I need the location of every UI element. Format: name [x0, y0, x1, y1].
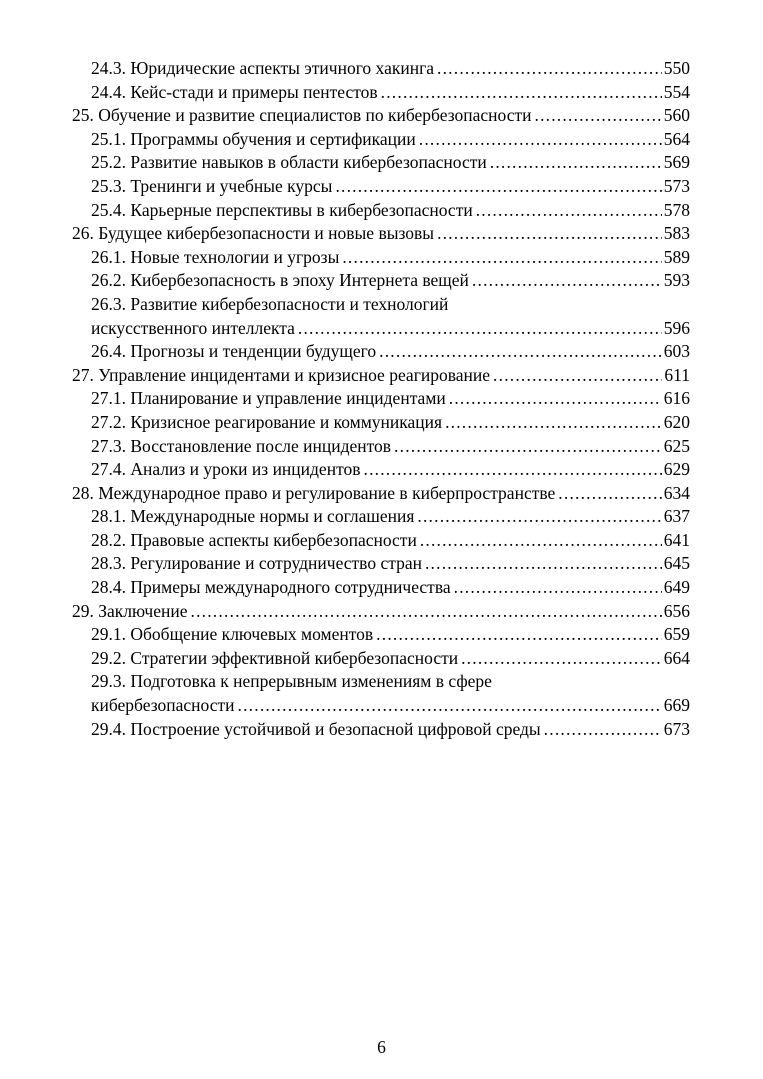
toc-entry-title: 25. Обучение и развитие специалистов по кибербезопасности: [72, 105, 532, 126]
toc-entry-page: 656: [663, 600, 690, 621]
toc-entry-title: 28. Международное право и регулирование в киберпространстве: [72, 482, 556, 503]
toc-section-entry[interactable]: [72, 175, 690, 199]
toc-entry-title: 27.1. Планирование и управление инцидентами: [91, 388, 446, 409]
toc-entry-page: 625: [663, 435, 690, 456]
table-of-contents: [72, 57, 690, 741]
toc-section-entry[interactable]: [72, 199, 690, 223]
dot-leader: [437, 57, 662, 81]
toc-entry-page: 620: [663, 411, 690, 432]
toc-section-entry[interactable]: [72, 529, 690, 553]
toc-entry-page: 560: [663, 105, 690, 126]
toc-entry-page: 641: [663, 529, 690, 550]
toc-section-entry[interactable]: [72, 647, 690, 671]
toc-entry-page: 603: [663, 341, 690, 362]
dot-leader: [417, 505, 661, 529]
toc-entry-title-first-line: 29.3. Подготовка к непрерывным изменениям в сфере: [91, 671, 492, 692]
toc-entry-title: 24.3. Юридические аспекты этичного хакинга: [91, 58, 435, 78]
toc-section-entry[interactable]: [72, 670, 690, 717]
dot-leader: [379, 340, 662, 364]
toc-section-entry[interactable]: [72, 411, 690, 435]
toc-entry-page: 673: [663, 718, 690, 739]
toc-entry-title: 27. Управление инцидентами и кризисное реагирование: [72, 364, 491, 385]
dot-leader: [364, 458, 662, 482]
toc-section-entry[interactable]: [72, 81, 690, 105]
toc-section-entry[interactable]: [72, 552, 690, 576]
toc-entry-title: искусственного интеллекта: [91, 317, 295, 338]
dot-leader: [535, 104, 662, 128]
toc-section-entry[interactable]: [72, 340, 690, 364]
dot-leader: [472, 269, 662, 293]
toc-entry-title: 26.2. Кибербезопасность в эпоху Интернета вещей: [91, 270, 469, 291]
dot-leader: [425, 552, 662, 576]
toc-entry-page: 578: [663, 199, 690, 220]
dot-leader: [420, 529, 662, 553]
toc-entry-title: 26. Будущее кибербезопасности и новые вызовы: [72, 223, 435, 244]
toc-entry-page: 550: [663, 58, 690, 78]
dot-leader: [558, 482, 661, 506]
dot-leader: [342, 246, 661, 270]
toc-entry-page: 634: [663, 482, 690, 503]
dot-leader: [461, 647, 662, 671]
page-number: 6: [377, 1037, 386, 1057]
toc-entry-page: 645: [663, 553, 690, 574]
toc-entry-page: 593: [663, 270, 690, 291]
toc-entry-page: 637: [663, 506, 690, 527]
toc-entry-page: 573: [663, 175, 690, 196]
toc-section-entry[interactable]: [72, 293, 690, 340]
toc-chapter-entry[interactable]: [72, 482, 690, 506]
toc-section-entry[interactable]: [72, 435, 690, 459]
toc-section-entry[interactable]: [72, 151, 690, 175]
toc-entry-page: 583: [663, 223, 690, 244]
toc-entry-title: 28.3. Регулирование и сотрудничество стран: [91, 553, 422, 574]
toc-entry-title: 28.4. Примеры международного сотрудничества: [91, 577, 451, 598]
toc-chapter-entry[interactable]: [72, 222, 690, 246]
toc-entry-page: 669: [663, 695, 690, 716]
dot-leader: [381, 81, 662, 105]
toc-section-entry[interactable]: [72, 576, 690, 600]
dot-leader: [376, 623, 662, 647]
toc-entry-title: 25.3. Тренинги и учебные курсы: [91, 175, 333, 196]
dot-leader: [394, 435, 662, 459]
dot-leader: [298, 317, 662, 341]
toc-section-entry[interactable]: [72, 387, 690, 411]
toc-entry-page: 596: [663, 317, 690, 338]
toc-entry-title: 25.4. Карьерные перспективы в кибербезопасности: [91, 199, 473, 220]
toc-chapter-entry[interactable]: [72, 600, 690, 624]
toc-entry-title: 27.3. Восстановление после инцидентов: [91, 435, 392, 456]
dot-leader: [437, 222, 662, 246]
toc-entry-page: 649: [663, 577, 690, 598]
toc-entry-title: 26.1. Новые технологии и угрозы: [91, 246, 340, 267]
toc-entry-title-first-line: 26.3. Развитие кибербезопасности и технологий: [91, 293, 449, 314]
toc-entry-title: 27.2. Кризисное реагирование и коммуникация: [91, 411, 443, 432]
dot-leader: [544, 718, 662, 742]
toc-entry-title: 26.4. Прогнозы и тенденции будущего: [91, 341, 377, 362]
toc-entry-title: 28.2. Правовые аспекты кибербезопасности: [91, 529, 417, 550]
toc-entry-page: 569: [663, 152, 690, 173]
dot-leader: [454, 576, 662, 600]
toc-section-entry[interactable]: [72, 246, 690, 270]
dot-leader: [493, 364, 662, 388]
dot-leader: [238, 694, 662, 718]
dot-leader: [419, 128, 662, 152]
toc-chapter-entry[interactable]: [72, 104, 690, 128]
dot-leader: [490, 151, 662, 175]
toc-section-entry[interactable]: [72, 623, 690, 647]
toc-entry-title: 28.1. Международные нормы и соглашения: [91, 506, 415, 527]
toc-section-entry[interactable]: [72, 128, 690, 152]
dot-leader: [191, 600, 662, 624]
toc-entry-page: 611: [664, 364, 690, 385]
toc-entry-page: 554: [663, 81, 690, 102]
toc-entry-title: 29.2. Стратегии эффективной кибербезопасности: [91, 647, 459, 668]
dot-leader: [476, 199, 662, 223]
dot-leader: [335, 175, 661, 199]
toc-entry-title: 29. Заключение: [72, 600, 188, 621]
toc-entry-page: 616: [663, 388, 690, 409]
toc-section-entry[interactable]: [72, 505, 690, 529]
toc-entry-page: 564: [663, 128, 690, 149]
toc-entry-title: 29.1. Обобщение ключевых моментов: [91, 624, 374, 645]
toc-section-entry[interactable]: [72, 718, 690, 742]
toc-entry-title: 29.4. Построение устойчивой и безопасной цифровой среды: [91, 718, 541, 739]
toc-entry-title: 24.4. Кейс-стади и примеры пентестов: [91, 81, 378, 102]
toc-section-entry[interactable]: [72, 269, 690, 293]
toc-entry-page: 659: [663, 624, 690, 645]
dot-leader: [449, 387, 662, 411]
toc-entry-title: кибербезопасности: [91, 695, 235, 716]
toc-entry-page: 589: [663, 246, 690, 267]
toc-entry-title: 25.2. Развитие навыков в области кибербезопасности: [91, 152, 487, 173]
toc-entry-title: 25.1. Программы обучения и сертификации: [91, 128, 416, 149]
toc-entry-title: 27.4. Анализ и уроки из инцидентов: [91, 459, 361, 480]
toc-section-entry[interactable]: [72, 458, 690, 482]
toc-section-entry[interactable]: [72, 57, 690, 81]
dot-leader: [445, 411, 662, 435]
toc-chapter-entry[interactable]: [72, 364, 690, 388]
toc-entry-page: 664: [663, 647, 690, 668]
toc-entry-page: 629: [663, 459, 690, 480]
